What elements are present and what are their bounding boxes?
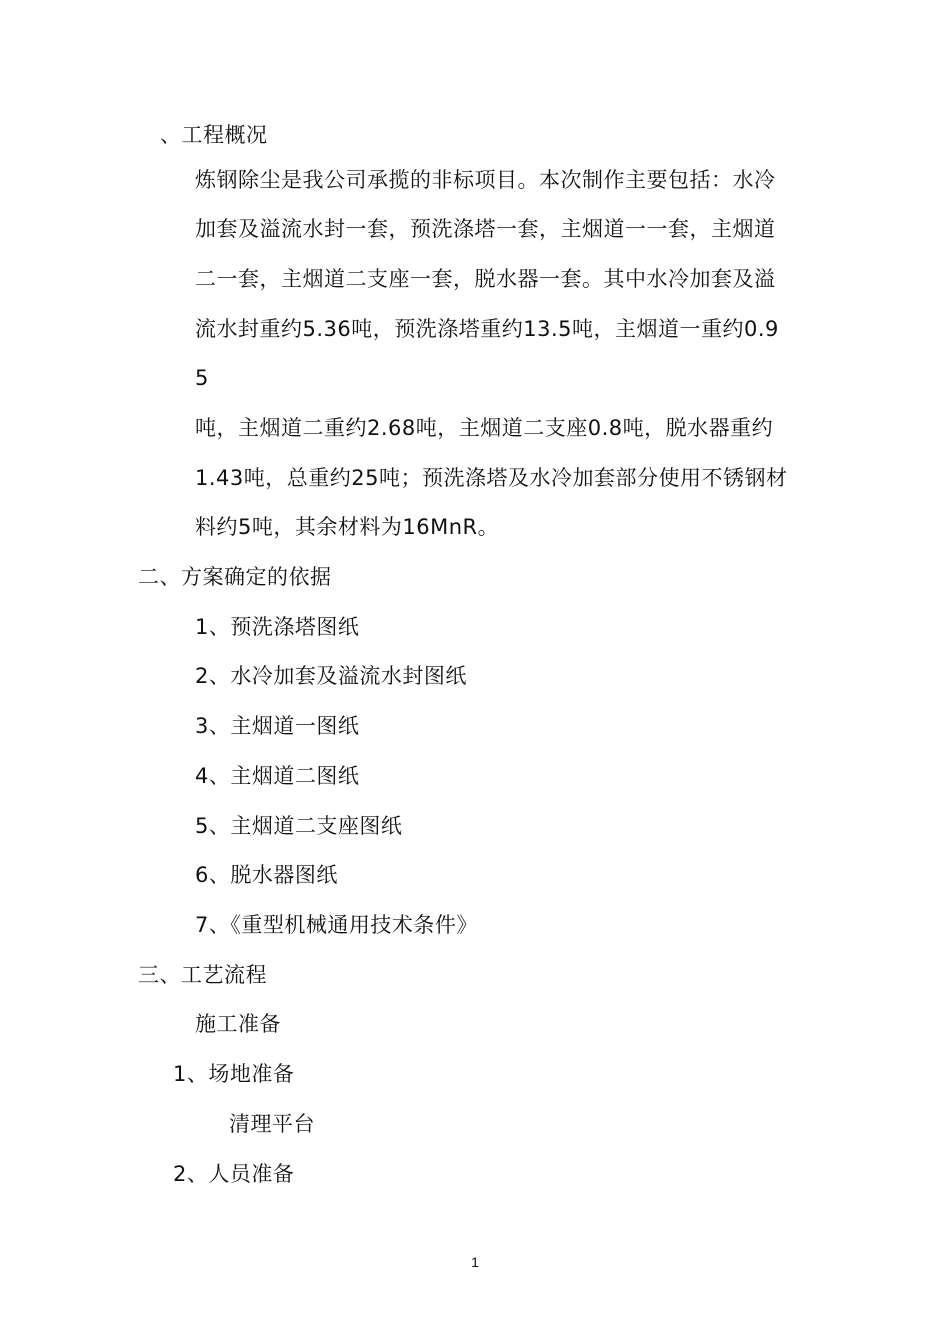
paragraph-line: 吨，主烟道二重约2.68吨，主烟道二支座0.8吨，脱水器重约 xyxy=(195,416,774,440)
section-heading-process: 三、工艺流程 xyxy=(138,963,267,987)
list-item: 6、脱水器图纸 xyxy=(195,863,338,887)
paragraph-line: 5 xyxy=(195,366,209,390)
list-item-detail: 清理平台 xyxy=(229,1112,315,1136)
paragraph-line: 料约5吨，其余材料为16MnR。 xyxy=(195,515,500,539)
paragraph-line: 加套及溢流水封一套，预洗涤塔一套，主烟道一一套，主烟道 xyxy=(195,217,776,241)
paragraph-line: 炼钢除尘是我公司承揽的非标项目。本次制作主要包括：水冷 xyxy=(195,168,776,192)
list-item: 3、主烟道一图纸 xyxy=(195,714,360,738)
list-item: 5、主烟道二支座图纸 xyxy=(195,814,403,838)
paragraph-line: 流水封重约5.36吨，预洗涤塔重约13.5吨，主烟道一重约0.9 xyxy=(195,317,779,341)
subheading-preparation: 施工准备 xyxy=(195,1012,281,1036)
section-heading-basis: 二、方案确定的依据 xyxy=(138,565,332,589)
paragraph-line: 1.43吨，总重约25吨；预洗涤塔及水冷加套部分使用不锈钢材 xyxy=(195,466,788,490)
list-item-personnel-preparation: 2、人员准备 xyxy=(173,1162,295,1186)
page-number: 1 xyxy=(471,1254,479,1270)
section-heading-overview: 、工程概况 xyxy=(160,123,268,147)
list-item-site-preparation: 1、场地准备 xyxy=(173,1062,295,1086)
list-item: 7、《重型机械通用技术条件》 xyxy=(195,913,478,937)
list-item: 1、预洗涤塔图纸 xyxy=(195,615,360,639)
list-item: 4、主烟道二图纸 xyxy=(195,764,360,788)
list-item: 2、水冷加套及溢流水封图纸 xyxy=(195,664,467,688)
paragraph-line: 二一套，主烟道二支座一套，脱水器一套。其中水冷加套及溢 xyxy=(195,267,776,291)
